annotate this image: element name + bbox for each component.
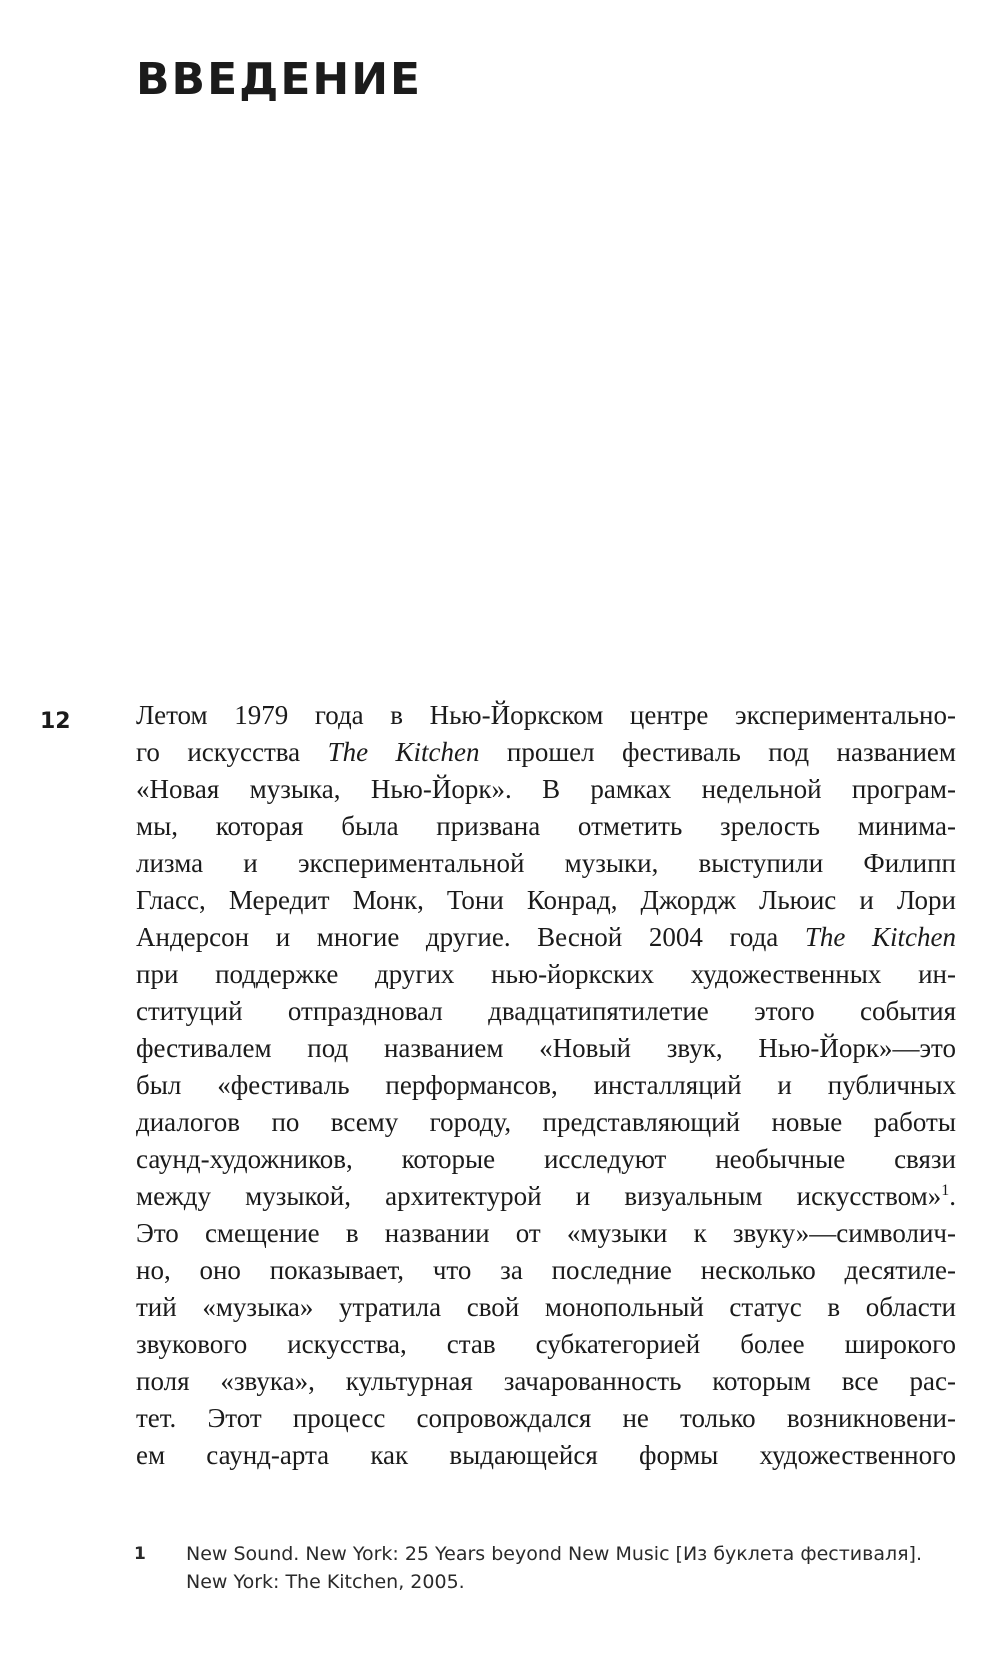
body-line: тет. Этот процесс сопровождался не только возникновени- xyxy=(136,1403,956,1433)
body-line: между музыкой, архитектурой и визуальным искусством»$^1$. xyxy=(136,1181,956,1211)
body-line: диалогов по всему городу, представляющий новые работы xyxy=(136,1107,956,1137)
body-line: тий «музыка» утратила свой монопольный статус в области xyxy=(136,1292,956,1322)
body-line: звукового искусства, став субкатегорией более широкого xyxy=(136,1329,956,1359)
body-line: Гласс, Мередит Монк, Тони Конрад, Джордж Льюис и Лори xyxy=(136,885,956,915)
body-line: но, оно показывает, что за последние несколько десятиле- xyxy=(136,1255,956,1285)
footnote-reference[interactable]: 1 xyxy=(941,1182,950,1199)
footnote-mark: 1 xyxy=(134,1544,146,1564)
footnote-line: New Sound. New York: 25 Years beyond New Music [Из буклета фестиваля]. xyxy=(186,1543,923,1565)
body-line: «Новая музыка, Нью-Йорк». В рамках недельной програм- xyxy=(136,774,956,804)
footnote xyxy=(136,1540,956,1596)
body-line: фестивалем под названием «Новый звук, Нью-Йорк»—это xyxy=(136,1033,956,1063)
body-line: поля «звука», культурная зачарованность которым все рас- xyxy=(136,1366,956,1396)
body-text xyxy=(136,697,956,1474)
body-line: ем саунд-арта как выдающейся формы художественного xyxy=(136,1440,956,1470)
body-line: го искусства The Kitchen прошел фестиваль под названием xyxy=(136,737,956,767)
page-number: 12 xyxy=(40,709,71,734)
body-line: мы, которая была призвана отметить зрелость минима- xyxy=(136,811,956,841)
body-line: Это смещение в названии от «музыки к звуку»—символич- xyxy=(136,1218,956,1248)
body-line: ституций отпраздновал двадцатипятилетие этого события xyxy=(136,996,956,1026)
body-line: саунд-художников, которые исследуют необычные связи xyxy=(136,1144,956,1174)
body-line: Андерсон и многие другие. Весной 2004 года The Kitchen xyxy=(136,922,956,952)
venue-name: The Kitchen xyxy=(327,737,480,767)
venue-name: The Kitchen xyxy=(804,922,956,952)
footnote-text xyxy=(186,1540,956,1596)
body-line: лизма и экспериментальной музыки, выступили Филипп xyxy=(136,848,956,878)
body-line: был «фестиваль перформансов, инсталляций и публичных xyxy=(136,1070,956,1100)
body-line: Летом 1979 года в Нью-Йоркском центре экспериментально- xyxy=(136,700,956,730)
chapter-title: ВВЕДЕНИЕ xyxy=(136,54,423,105)
footnote-line: New York: The Kitchen, 2005. xyxy=(186,1571,465,1593)
body-line: при поддержке других нью-йоркских художественных ин- xyxy=(136,959,956,989)
